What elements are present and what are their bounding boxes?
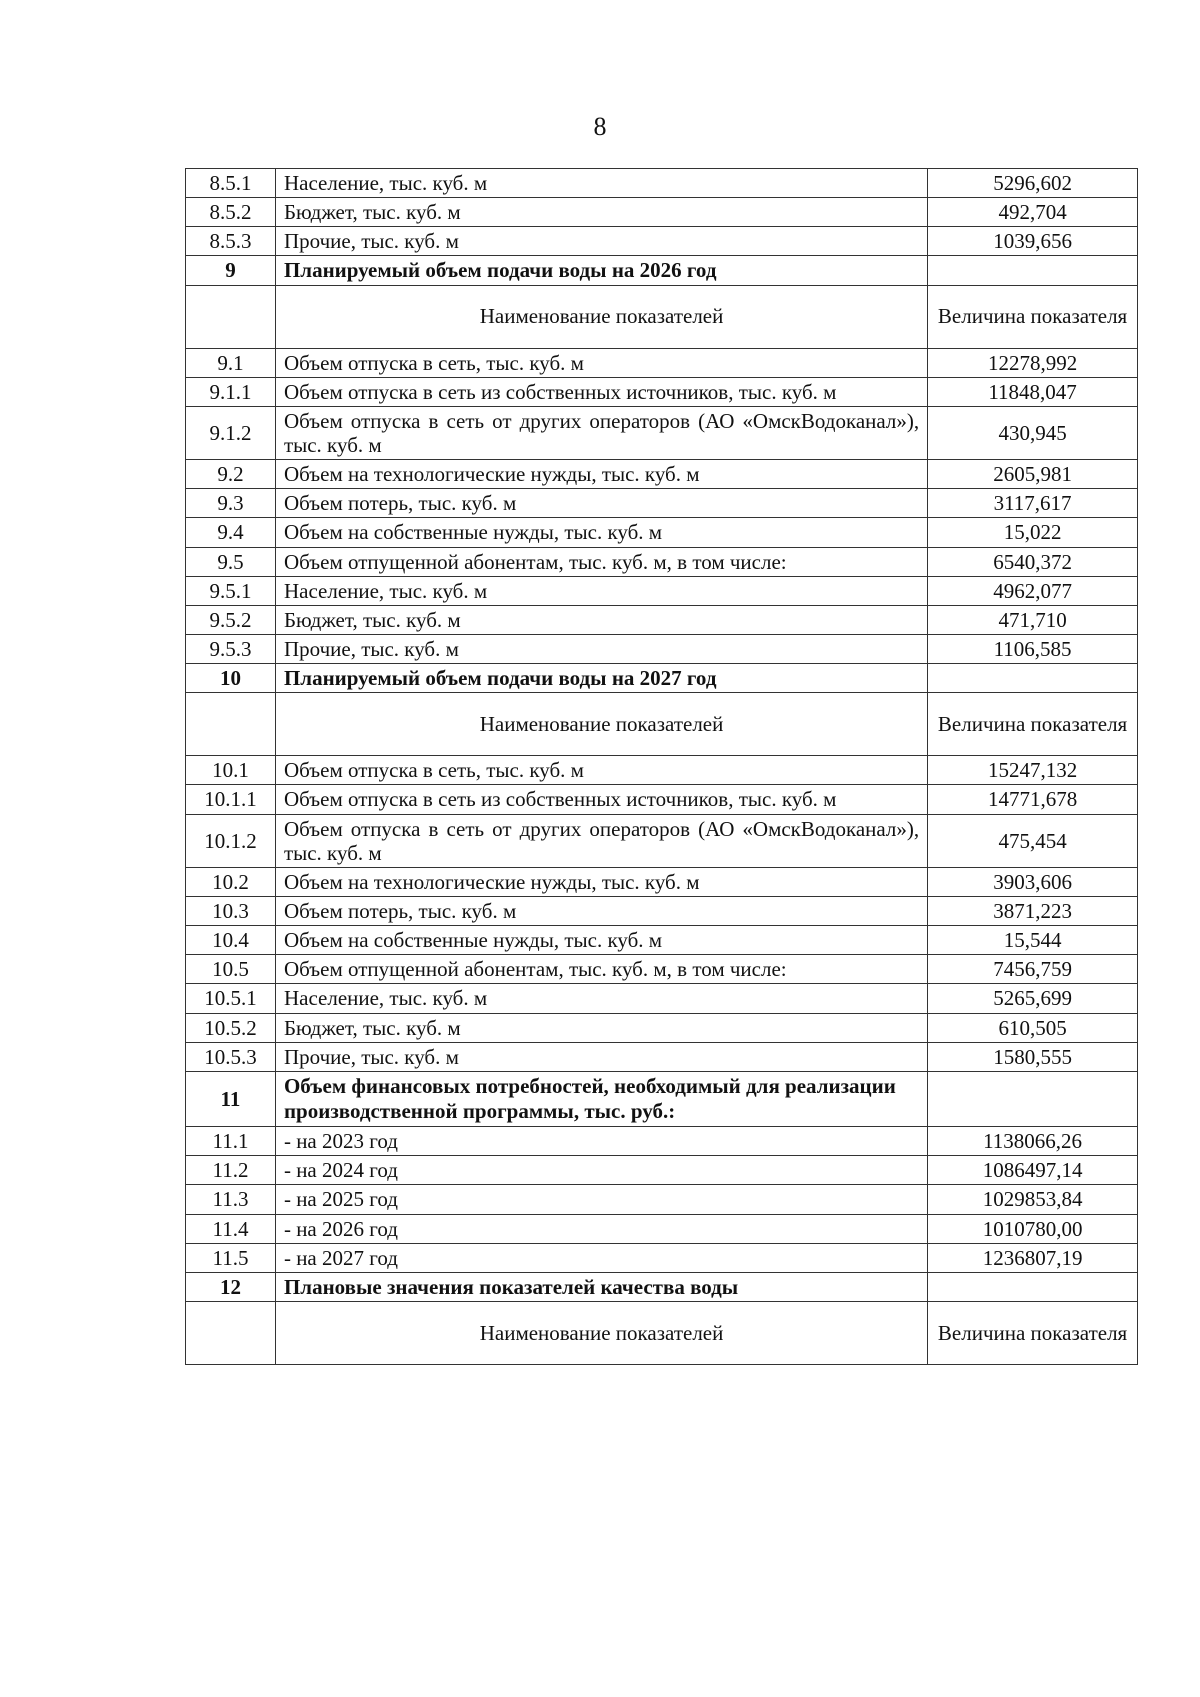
row-name: Объем отпуска в сеть от других операторов (АО «ОмскВодоканал»), тыс. куб. м — [275, 814, 927, 867]
row-number: 9.4 — [186, 518, 276, 547]
table-row — [186, 867, 1138, 896]
row-name: - на 2023 год — [275, 1127, 927, 1156]
row-number: 8.5.1 — [186, 169, 276, 198]
header-value-cell: Величина показателя — [928, 693, 1138, 756]
row-name: - на 2025 год — [275, 1185, 927, 1214]
row-number: 9.5.2 — [186, 605, 276, 634]
table-row — [186, 227, 1138, 256]
table-header-row — [186, 285, 1138, 348]
table-row — [186, 634, 1138, 663]
row-name: Прочие, тыс. куб. м — [275, 634, 927, 663]
header-name-cell: Наименование показателей — [275, 1302, 927, 1365]
section-value-cell — [928, 256, 1138, 285]
header-value-cell: Величина показателя — [928, 285, 1138, 348]
table-row — [186, 785, 1138, 814]
table-row — [186, 348, 1138, 377]
row-value: 1086497,14 — [928, 1156, 1138, 1185]
row-name: Объем потерь, тыс. куб. м — [275, 489, 927, 518]
section-value-cell — [928, 1272, 1138, 1301]
row-number: 9.1.2 — [186, 406, 276, 459]
row-name: Объем отпущенной абонентам, тыс. куб. м, в том числе: — [275, 547, 927, 576]
row-value: 430,945 — [928, 406, 1138, 459]
row-number: 10.4 — [186, 926, 276, 955]
row-value: 1106,585 — [928, 634, 1138, 663]
header-num-cell — [186, 693, 276, 756]
row-name: Объем потерь, тыс. куб. м — [275, 896, 927, 925]
section-title: Планируемый объем подачи воды на 2026 год — [275, 256, 927, 285]
row-number: 10.5.2 — [186, 1013, 276, 1042]
table-row — [186, 406, 1138, 459]
section-number: 9 — [186, 256, 276, 285]
row-value: 492,704 — [928, 198, 1138, 227]
row-value: 6540,372 — [928, 547, 1138, 576]
row-number: 10.5 — [186, 955, 276, 984]
row-name: Прочие, тыс. куб. м — [275, 227, 927, 256]
row-number: 9.2 — [186, 460, 276, 489]
section-number: 12 — [186, 1272, 276, 1301]
row-name: Население, тыс. куб. м — [275, 984, 927, 1013]
table-row — [186, 1013, 1138, 1042]
section-row — [186, 664, 1138, 693]
row-value: 3871,223 — [928, 896, 1138, 925]
row-name: - на 2027 год — [275, 1243, 927, 1272]
table-row — [186, 955, 1138, 984]
section-row — [186, 1071, 1138, 1126]
row-number: 9.3 — [186, 489, 276, 518]
row-number: 10.2 — [186, 867, 276, 896]
section-number: 10 — [186, 664, 276, 693]
row-name: Объем на собственные нужды, тыс. куб. м — [275, 518, 927, 547]
table-row — [186, 576, 1138, 605]
row-number: 11.4 — [186, 1214, 276, 1243]
row-value: 1010780,00 — [928, 1214, 1138, 1243]
row-value: 15,544 — [928, 926, 1138, 955]
table-row — [186, 489, 1138, 518]
row-value: 1138066,26 — [928, 1127, 1138, 1156]
row-value: 1039,656 — [928, 227, 1138, 256]
row-name: Бюджет, тыс. куб. м — [275, 198, 927, 227]
table-row — [186, 460, 1138, 489]
row-name: - на 2024 год — [275, 1156, 927, 1185]
page-number: 8 — [593, 112, 607, 141]
row-value: 12278,992 — [928, 348, 1138, 377]
header-name-cell: Наименование показателей — [275, 693, 927, 756]
table-row — [186, 814, 1138, 867]
row-name: Объем на технологические нужды, тыс. куб. м — [275, 460, 927, 489]
table-row — [186, 169, 1138, 198]
row-value: 5296,602 — [928, 169, 1138, 198]
row-value: 15247,132 — [928, 756, 1138, 785]
table-row — [186, 1243, 1138, 1272]
row-name: Объем отпуска в сеть, тыс. куб. м — [275, 756, 927, 785]
table-row — [186, 1156, 1138, 1185]
row-value: 5265,699 — [928, 984, 1138, 1013]
row-number: 8.5.2 — [186, 198, 276, 227]
table-row — [186, 1042, 1138, 1071]
row-number: 11.3 — [186, 1185, 276, 1214]
row-value: 15,022 — [928, 518, 1138, 547]
row-name: Объем на собственные нужды, тыс. куб. м — [275, 926, 927, 955]
row-value: 2605,981 — [928, 460, 1138, 489]
section-title: Объем финансовых потребностей, необходимый для реализации производственной программы, тыс. руб.: — [275, 1071, 927, 1126]
table-row — [186, 547, 1138, 576]
table-row — [186, 926, 1138, 955]
table-row — [186, 1214, 1138, 1243]
row-number: 10.3 — [186, 896, 276, 925]
table-row — [186, 1185, 1138, 1214]
header-name-cell: Наименование показателей — [275, 285, 927, 348]
row-value: 3903,606 — [928, 867, 1138, 896]
row-number: 10.1.2 — [186, 814, 276, 867]
table-row — [186, 198, 1138, 227]
section-number: 11 — [186, 1071, 276, 1126]
row-value: 475,454 — [928, 814, 1138, 867]
row-name: Объем отпуска в сеть, тыс. куб. м — [275, 348, 927, 377]
table-row — [186, 896, 1138, 925]
section-title: Плановые значения показателей качества воды — [275, 1272, 927, 1301]
table-row — [186, 1127, 1138, 1156]
row-value: 3117,617 — [928, 489, 1138, 518]
row-name: Объем отпущенной абонентам, тыс. куб. м, в том числе: — [275, 955, 927, 984]
header-num-cell — [186, 285, 276, 348]
row-number: 9.1 — [186, 348, 276, 377]
row-name: Прочие, тыс. куб. м — [275, 1042, 927, 1071]
section-value-cell — [928, 664, 1138, 693]
row-number: 10.1 — [186, 756, 276, 785]
row-value: 610,505 — [928, 1013, 1138, 1042]
row-value: 7456,759 — [928, 955, 1138, 984]
header-value-cell: Величина показателя — [928, 1302, 1138, 1365]
section-title: Планируемый объем подачи воды на 2027 год — [275, 664, 927, 693]
row-name: Объем на технологические нужды, тыс. куб. м — [275, 867, 927, 896]
table-row — [186, 756, 1138, 785]
row-value: 4962,077 — [928, 576, 1138, 605]
row-value: 471,710 — [928, 605, 1138, 634]
row-number: 9.5.3 — [186, 634, 276, 663]
row-value: 14771,678 — [928, 785, 1138, 814]
row-number: 11.2 — [186, 1156, 276, 1185]
table-row — [186, 518, 1138, 547]
row-number: 11.1 — [186, 1127, 276, 1156]
row-name: Бюджет, тыс. куб. м — [275, 605, 927, 634]
table-row — [186, 605, 1138, 634]
section-value-cell — [928, 1071, 1138, 1126]
section-row — [186, 256, 1138, 285]
indicators-table — [185, 168, 1138, 1365]
section-row — [186, 1272, 1138, 1301]
row-number: 11.5 — [186, 1243, 276, 1272]
row-number: 10.5.3 — [186, 1042, 276, 1071]
row-value: 1236807,19 — [928, 1243, 1138, 1272]
row-value: 11848,047 — [928, 377, 1138, 406]
table-body — [186, 169, 1138, 1365]
row-number: 9.5.1 — [186, 576, 276, 605]
table-row — [186, 377, 1138, 406]
row-number: 10.1.1 — [186, 785, 276, 814]
row-number: 9.1.1 — [186, 377, 276, 406]
row-name: - на 2026 год — [275, 1214, 927, 1243]
row-name: Население, тыс. куб. м — [275, 169, 927, 198]
row-number: 10.5.1 — [186, 984, 276, 1013]
table-row — [186, 984, 1138, 1013]
row-number: 9.5 — [186, 547, 276, 576]
row-value: 1580,555 — [928, 1042, 1138, 1071]
table-header-row — [186, 693, 1138, 756]
table-header-row — [186, 1302, 1138, 1365]
row-number: 8.5.3 — [186, 227, 276, 256]
row-name: Население, тыс. куб. м — [275, 576, 927, 605]
row-name: Бюджет, тыс. куб. м — [275, 1013, 927, 1042]
row-value: 1029853,84 — [928, 1185, 1138, 1214]
header-num-cell — [186, 1302, 276, 1365]
row-name: Объем отпуска в сеть из собственных источников, тыс. куб. м — [275, 785, 927, 814]
row-name: Объем отпуска в сеть от других операторов (АО «ОмскВодоканал»), тыс. куб. м — [275, 406, 927, 459]
row-name: Объем отпуска в сеть из собственных источников, тыс. куб. м — [275, 377, 927, 406]
